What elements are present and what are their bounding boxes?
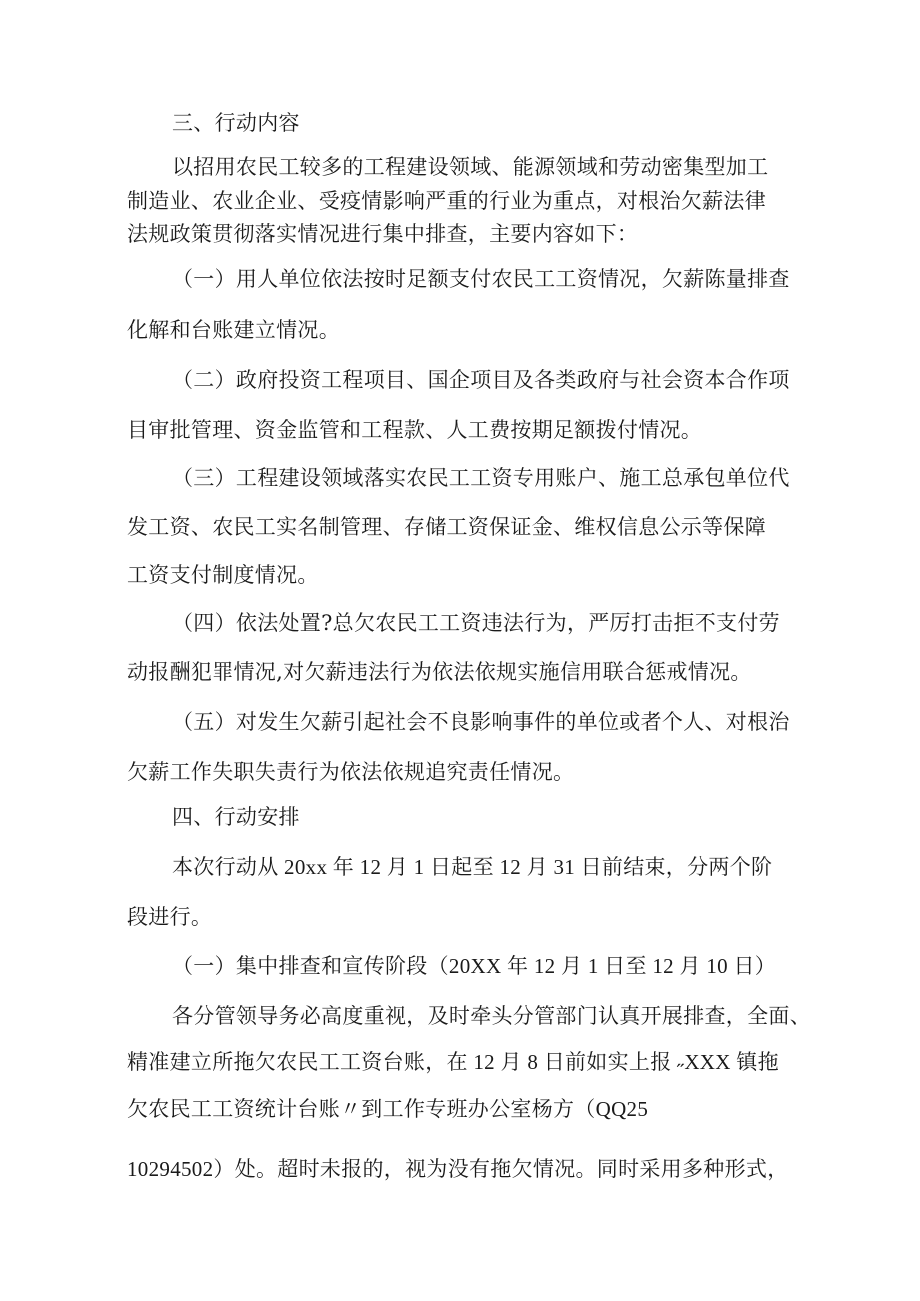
paragraph-line: （四）依法处置?总欠农民工工资违法行为，严厉打击拒不支付劳 xyxy=(172,611,780,635)
paragraph-line: 欠农民工工资统计台账〃到工作专班办公室杨方（QQ25 xyxy=(127,1097,649,1121)
paragraph-line: 目审批管理、资金监管和工程款、人工费按期足额拨付情况。 xyxy=(127,418,703,442)
section-heading-four: 四、行动安排 xyxy=(172,805,300,829)
paragraph-line: 各分管领导务必高度重视，及时牵头分管部门认真开展排查，全面、 xyxy=(172,1004,811,1028)
paragraph-line: 以招用农民工较多的工程建设领域、能源领域和劳动密集型加工 xyxy=(172,155,769,179)
paragraph-line: 工资支付制度情况。 xyxy=(127,563,319,587)
paragraph-line: 法规政策贯彻落实情况进行集中排查，主要内容如下： xyxy=(127,222,639,246)
paragraph-line: （一）用人单位依法按时足额支付农民工工资情况，欠薪陈量排查 xyxy=(172,267,790,291)
paragraph-line: 欠薪工作失职失责行为依法依规追究责任情况。 xyxy=(127,760,575,784)
paragraph-line: 化解和台账建立情况。 xyxy=(127,318,340,342)
paragraph-line: （三）工程建设领域落实农民工工资专用账户、施工总承包单位代 xyxy=(172,466,790,490)
paragraph-line: 段进行。 xyxy=(127,905,213,929)
paragraph-line: 发工资、农民工实名制管理、存储工资保证金、维权信息公示等保障 xyxy=(127,515,766,539)
subsection-heading: （一）集中排查和宣传阶段（20XX 年 12 月 1 日至 12 月 10 日） xyxy=(172,954,777,978)
paragraph-line: 10294502）处。超时未报的，视为没有拖欠情况。同时采用多种形式， xyxy=(127,1157,789,1181)
paragraph-line: 动报酬犯罪情况,对欠薪违法行为依法依规实施信用联合惩戒情况。 xyxy=(127,660,752,684)
section-heading-three: 三、行动内容 xyxy=(172,111,300,135)
paragraph-line: 本次行动从 20xx 年 12 月 1 日起至 12 月 31 日前结束，分两个阶 xyxy=(172,855,773,879)
paragraph-line: 制造业、农业企业、受疫情影响严重的行业为重点，对根治欠薪法律 xyxy=(127,189,766,213)
paragraph-line: （二）政府投资工程项目、国企项目及各类政府与社会资本合作项 xyxy=(172,368,790,392)
paragraph-line: 精准建立所拖欠农民工工资台账，在 12 月 8 日前如实上报 ˶XXX 镇拖 xyxy=(127,1050,779,1074)
paragraph-line: （五）对发生欠薪引起社会不良影响事件的单位或者个人、对根治 xyxy=(172,710,790,734)
